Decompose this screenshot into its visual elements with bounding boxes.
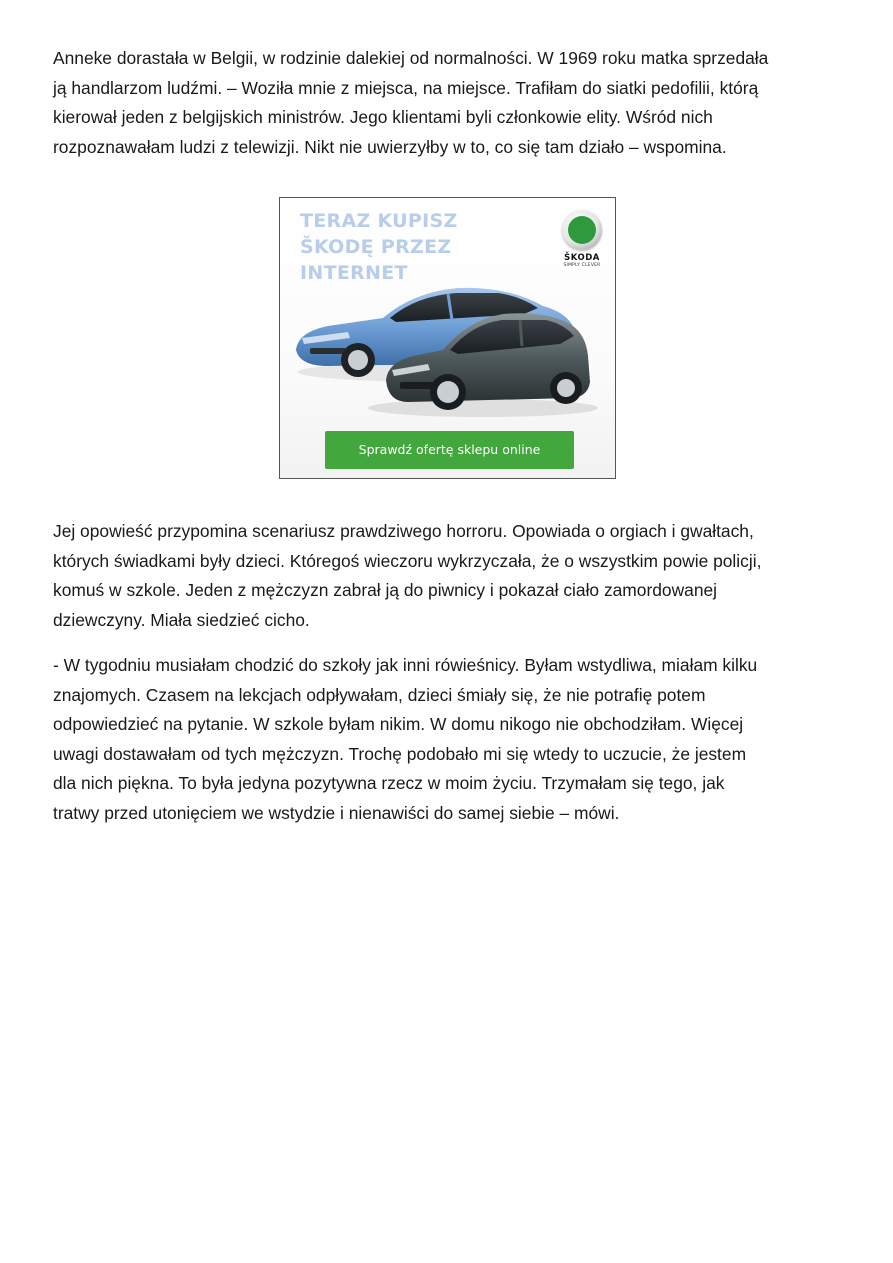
paragraph-line: - W tygodniu musiałam chodzić do szkoły jak inni rówieśnicy. Byłam wstydliwa, miałam kilku [53,655,758,675]
paragraph-3 [53,651,853,828]
paragraph-line: kierował jeden z belgijskich ministrów. Jego klientami byli członkowie elity. Wśród nich [53,107,713,127]
ad-headline-line: INTERNET [300,262,408,284]
paragraph-line: odpowiedzieć na pytanie. W szkole byłam nikim. W domu nikogo nie obchodziłam. Więcej [53,714,744,734]
ad-headline [300,208,458,286]
paragraph-line: tratwy przed utonięciem we wstydzie i nienawiści do samej siebie – mówi. [53,802,620,823]
skoda-logo [556,210,608,268]
ad-headline-line: ŠKODĘ PRZEZ [300,236,452,258]
paragraph-line: komuś w szkole. Jeden z mężczyzn zabrał ją do piwnicy i pokazał ciało zamordowanej [53,580,718,600]
skoda-logo-icon [562,210,602,250]
paragraph-line: znajomych. Czasem na lekcjach odpływałam, dzieci śmiały się, że nie potrafię potem [53,684,706,705]
paragraph-line: Anneke dorastała w Belgii, w rodzinie dalekiej od normalności. W 1969 roku matka sprzedała [53,48,769,68]
ad-headline-line: TERAZ KUPISZ [300,210,458,232]
paragraph-2 [53,517,853,635]
paragraph-1 [53,44,853,162]
cars-image [288,280,608,420]
paragraph-line: uwagi dostawałam od tych mężczyzn. Trochę podobało mi się wtedy to uczucie, że jestem [53,743,747,764]
paragraph-line: rozpoznawałam ludzi z telewizji. Nikt nie uwierzyłby w to, co się tam działo – wspomina. [53,136,727,157]
shop-online-button[interactable]: Sprawdź ofertę sklepu online [325,431,574,469]
paragraph-line: dziewczyny. Miała siedzieć cicho. [53,609,310,630]
paragraph-line: Jej opowieść przypomina scenariusz prawdziwego horroru. Opowiada o orgiach i gwałtach, [53,521,754,541]
brand-slogan: SIMPLY CLEVER [563,263,601,268]
paragraph-line: ją handlarzom ludźmi. – Woziła mnie z miejsca, na miejsce. Trafiłam do siatki pedofilii, którą [53,77,759,98]
paragraph-line: dla nich piękna. To była jedyna pozytywna rzecz w moim życiu. Trzymałam się tego, jak [53,773,725,793]
skoda-advertisement[interactable] [279,197,616,479]
brand-name: ŠKODA [564,253,600,263]
paragraph-line: których świadkami były dzieci. Któregoś wieczoru wykrzyczała, że o wszystkim powie policji, [53,550,762,571]
